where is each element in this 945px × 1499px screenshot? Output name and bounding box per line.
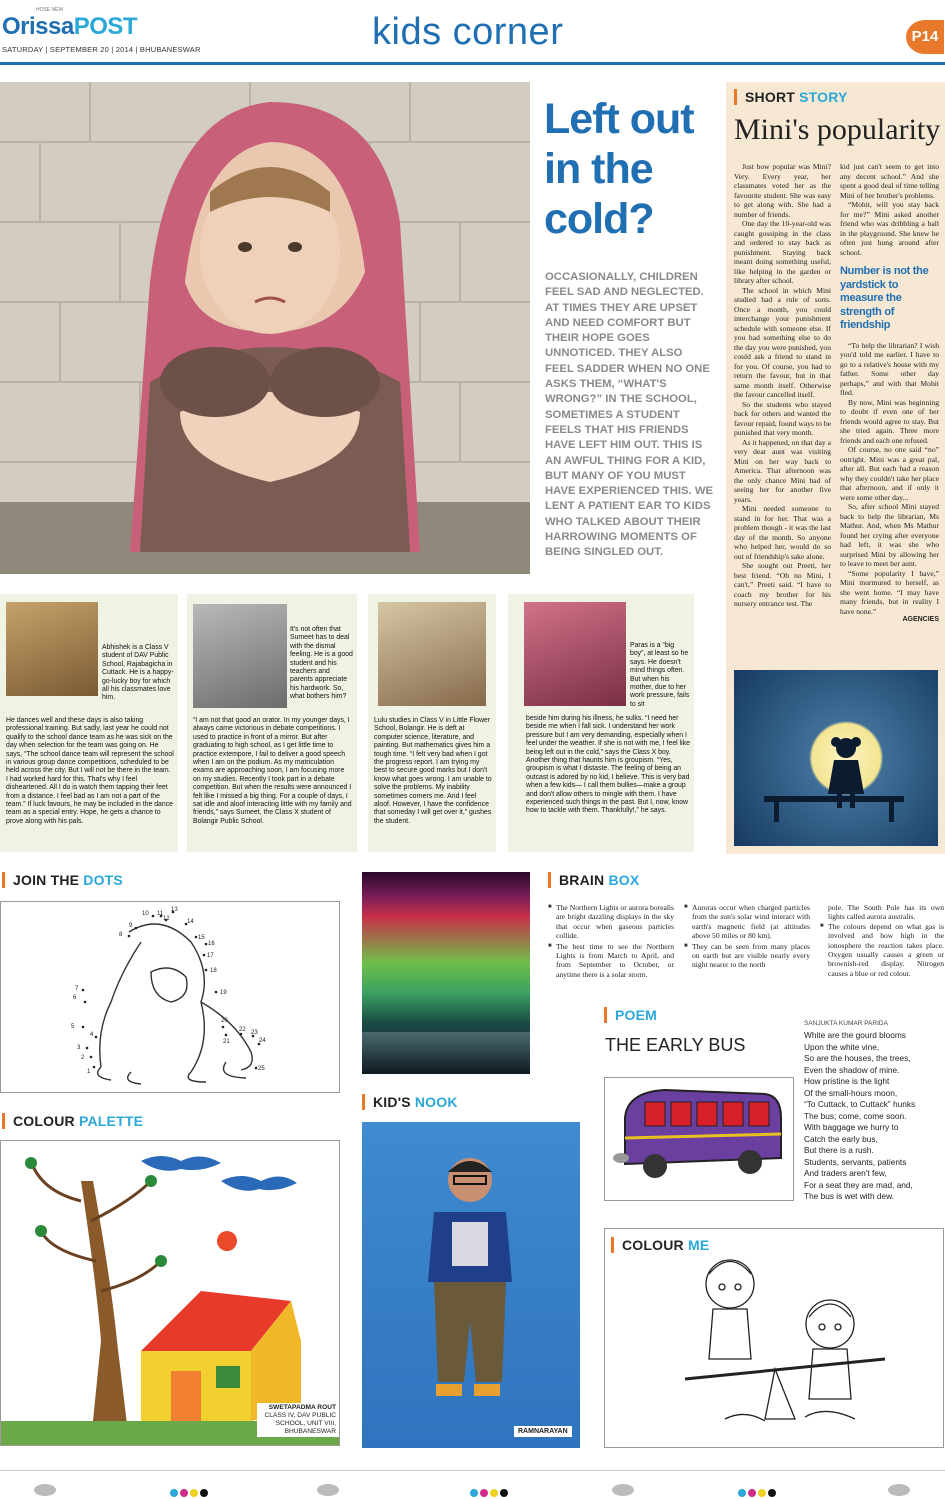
- reg-mark: [888, 1484, 910, 1496]
- poem-line: Students, servants, patients: [804, 1156, 907, 1167]
- join-dots-heading: [2, 872, 123, 888]
- join-dots-puzzle: [0, 901, 340, 1093]
- dot-num: 12: [163, 916, 170, 922]
- dot-num: 19: [220, 990, 227, 996]
- story-col2: [840, 162, 939, 623]
- page-number: P14: [906, 20, 944, 54]
- footer-rule: [0, 1470, 945, 1471]
- palette-b: PALETTE: [78, 1113, 144, 1129]
- colour-palette-drawing: [0, 1140, 340, 1446]
- artist-line: BHUBANESWAR: [284, 1428, 336, 1435]
- short-story-kicker: [734, 89, 848, 105]
- palette-a: COLOUR: [13, 1113, 75, 1129]
- kid-panel-paras: [508, 594, 694, 852]
- kid-body: He dances well and these days is also taking professional training. But sadly, last year he could not qualify to the school dance team as he was sick on the day when selection for the team was going on. He says, “The school dance team will represent the school in various group dance competitions, scheduled to be held across the city. But I will not be there in the team. I had worked hard for this. That's why I feel disheartened. All I do is watch them tapping their feet from a distance. I feel bad as I am not a part of the team.” If luck favours, he may be included in the dance team as a special entry. Hope, he gets a chance to prove along with his pals.: [6, 717, 174, 825]
- artist-line: SCHOOL, UNIT VIII,: [275, 1420, 336, 1427]
- poem-line: For a seat they are mad, and,: [804, 1179, 913, 1190]
- colour-palette-heading: [2, 1113, 143, 1129]
- masthead-rule: [0, 62, 945, 65]
- brain-col1: [548, 903, 674, 980]
- poem-line: Of the small-hours moon,: [804, 1087, 898, 1098]
- dot-num: 22: [239, 1027, 246, 1033]
- artist-name: SWETAPADMA ROUT: [268, 1404, 336, 1411]
- nook-a: KID'S: [373, 1094, 411, 1110]
- dot-num: 5: [71, 1024, 75, 1030]
- photo-sumeet: [193, 604, 287, 708]
- dot-num: 23: [251, 1030, 258, 1036]
- masthead: [0, 0, 945, 62]
- colourme-b: ME: [687, 1237, 710, 1253]
- poem-line: But there is a rush.: [804, 1145, 874, 1155]
- kid-panel-lulu: [368, 594, 496, 852]
- pullquote: Number is not the yardstick to measure the strength of friendship: [840, 265, 929, 331]
- short-story: [726, 82, 945, 854]
- kid-body: Lulu studies in Class V in Little Flower School, Bolangir. He is deft at computer science, literature, and painting. But mathematics gives him a tough time. “I felt very bad when I got the progress report. I am trying my best to secure good marks but I don't know what goes wrong. I am unable to solve the problems. My inability sometimes corners me. And I feel aloof. However, I have the confidence that someday I will get over it,” gushes the student.: [374, 717, 492, 825]
- reg-mark: [612, 1484, 634, 1496]
- reg-mark: [34, 1484, 56, 1496]
- colour-me-box: [604, 1228, 944, 1448]
- dot-num: 7: [75, 986, 79, 992]
- poem-heading: [604, 1007, 657, 1023]
- story-para: “To help the librarian? I wish you'd told me earlier. I have to go to a relative's house with my father. Some other day perhaps,” and with that Mohit fled.: [840, 340, 939, 397]
- poem-line: Even the shadow of mine.: [804, 1064, 900, 1075]
- logo-tag: HOSE NEW: [36, 7, 64, 13]
- kid-body: “I am not that good an orator. In my younger days, I always came victorious in debate competitions. I used to practice in front of a mirror. But after graduating to high school, as I get little time to practice extempore, I fail to deliver a good speech when I am on the podium. As my matriculation exams are approaching soon, I am focusing more on my studies. Recently I took part in a debate competition. But when the results were announced I felt like I missed a big thing. For a couple of days, I sat idle and aloof interacting little with my family and friends,” says Sumeet, the Class X student of Bolangir Public School.: [193, 717, 352, 825]
- join-a: JOIN THE: [13, 872, 80, 888]
- dot-num: 18: [210, 968, 217, 974]
- kids-nook-heading: [362, 1094, 458, 1110]
- dot-num: 1: [87, 1069, 91, 1075]
- poem-title: THE EARLY BUS: [605, 1035, 746, 1055]
- poem-line: The bus is wet with dew.: [804, 1191, 894, 1201]
- photo-abhishek: [6, 602, 98, 696]
- aurora-horizon: [362, 1032, 530, 1074]
- poem-author: SANJUKTA KUMAR PARIDA: [804, 1020, 888, 1027]
- brain-col2: [684, 903, 810, 971]
- kid-caption: Paras is a “big boy”, at least so he says. He doesn't mind things often. But when his mother, due to her work pressure, fails to sit: [630, 642, 690, 708]
- dateline: SATURDAY | SEPTEMBER 20 | 2014 | BHUBANESWAR: [2, 45, 201, 54]
- colourme-a: COLOUR: [622, 1237, 684, 1253]
- dot-num: 6: [73, 995, 77, 1001]
- dot-num: 16: [208, 941, 215, 947]
- moon-girl-illustration: [734, 670, 938, 846]
- story-para: So the students who stayed back for others and wanted the favour repaid, found ways to be punished that very month.: [734, 399, 831, 437]
- nook-name-tag: RAMNARAYAN: [514, 1426, 572, 1437]
- poem-line: So are the houses, the trees,: [804, 1053, 911, 1063]
- logo: [2, 14, 137, 40]
- poem-line: The bus; come, come soon.: [804, 1110, 907, 1121]
- brain-a: BRAIN: [559, 872, 605, 888]
- poem-body: [804, 1030, 944, 1203]
- kid-caption: It's not often that Sumeet has to deal with the dismal feeling. He is a good student and his teachers and parents appreciate his hardwork. So, what bothers him?: [290, 626, 353, 701]
- poem-line: How pristine is the light: [804, 1076, 890, 1086]
- kid-body: beside him during his illness, he sulks. “I need her beside me when I fall sick. I understand her work pressure but I am very demanding, especially when I feel under the weather. If she is not with me, I feel like being left out in the cold,” says the Class X boy. Another thing that haunts him is groupism. “Yes, groupism is what I distaste. The feeling of being an outcast is adored by no kid, I believe. This is very bad when a few kids— I call them bullies—make a group and don't allow others to mingle with them. I have experienced such things in the past. But I, now, know how to tackle with them. Thankfully!,” he says.: [526, 715, 690, 815]
- lead-headline: Left out in the cold?: [544, 95, 694, 243]
- artist-line: CLASS IV, DAV PUBLIC: [264, 1412, 336, 1419]
- dot-num: 24: [259, 1038, 266, 1044]
- dot-num: 15: [198, 935, 205, 941]
- dot-num: 21: [223, 1039, 230, 1045]
- dot-num: 11: [157, 911, 164, 917]
- aurora-photo: [362, 872, 530, 1074]
- story-para: kid just can't seem to get into any decent school.” And she spent a good deal of time telling Mini of her brother's problems.: [840, 162, 939, 200]
- brain-col3: [820, 903, 944, 979]
- brain-fact-continued: pole. The South Pole has its own lights called aurora australis.: [828, 903, 944, 922]
- dot-num: 2: [81, 1055, 85, 1061]
- palette-artist-caption: [257, 1403, 339, 1437]
- brain-fact: ■ They can be seen from many places on earth but are visible nearly every night nearer to the north: [684, 942, 810, 970]
- story-para: One day the 10-year-old was caught gossiping in the class and ordered to stay back as punishment. Staying back meant doing something useful, like helping in the garden or library after school.: [734, 219, 831, 285]
- join-b: DOTS: [83, 872, 123, 888]
- section-title: kids corner: [372, 11, 564, 53]
- dot-num: 3: [77, 1045, 81, 1051]
- sad-child-illustration: [0, 82, 530, 574]
- dot-num: 9: [129, 923, 133, 929]
- colour-me-drawing: [605, 1229, 943, 1447]
- brain-b: BOX: [608, 872, 640, 888]
- dot-num: 13: [171, 907, 178, 913]
- brain-fact: ■ The best time to see the Northern Lights is from March to April, and from September to October, or anytime there is a solar storm.: [548, 942, 674, 980]
- nook-b: NOOK: [414, 1094, 458, 1110]
- brain-fact: ■ The Northern Lights or aurora borealis are bright dazzling displays in the sky that occur when gaseous particles collide.: [548, 903, 674, 941]
- dot-num: 8: [119, 932, 123, 938]
- poem-line: “To Cuttack, to Cuttack” hunks: [804, 1099, 916, 1109]
- dot-num: 25: [258, 1066, 265, 1072]
- photo-lulu: [378, 602, 486, 706]
- poem-label: POEM: [615, 1007, 658, 1023]
- logo-prefix: Orissa: [2, 13, 74, 40]
- kicker-a: SHORT: [745, 89, 795, 105]
- story-para: “Some popularity I have,” Mini murmured to herself, as she went home. “I may have many friends, but in reality I have none.”: [840, 568, 939, 616]
- lead-deck: OCCASIONALLY, CHILDREN FEEL SAD AND NEGLECTED. AT TIMES THEY ARE UPSET AND NEED COMFORT BUT THEIR HOPE GOES UNNOTICED. THEY ALSO FEEL SADDER WHEN NO ONE ASKS THEM, “WHAT'S WRONG?” IN THE SCHOOL, SOMETIMES A STUDENT FEELS THAT HIS FRIENDS HAVE LEFT HIM OUT. THIS IS AN AWFUL THING FOR A KID, BUT MANY OF YOU MUST HAVE EXPERIENCED THIS. WE LENT A PATIENT EAR TO KIDS WHO TALKED ABOUT THEIR HARROWING MOMENTS OF BEING SINGLED OUT.: [545, 271, 714, 559]
- poem-line: Upon the white vine,: [804, 1041, 880, 1052]
- dot-num: 17: [207, 953, 214, 959]
- kid-panel-abhishek: [0, 594, 178, 852]
- poem-line: With baggage we hurry to: [804, 1122, 899, 1132]
- dot-num: 14: [187, 919, 194, 925]
- dot-num: 20: [221, 1018, 228, 1024]
- colour-me-heading: [611, 1237, 709, 1253]
- story-para: Just how popular was Mini? Very. Every year, her classmates voted her as the favourite student. She was easy to get along with. She had a number of friends.: [734, 162, 831, 219]
- poem-line: And traders aren't few,: [804, 1168, 887, 1178]
- brain-fact: ■ Auroras occur when charged particles from the sun's solar wind interact with earth's magnetic field (at altitudes above 50 miles or 80 km).: [684, 903, 810, 941]
- story-col1: [734, 162, 831, 609]
- story-para: As it happened, on that day a very dear aunt was visiting Mini on her way back to America. That afternoon was the only chance Mini had of seeing her for another five years.: [734, 437, 831, 504]
- brain-box-heading: [548, 872, 639, 888]
- kid-panel-sumeet: [187, 594, 357, 852]
- logo-post: POST: [73, 13, 138, 40]
- story-para: “Mohit, will you stay back for me?” Mini asked another friend who was dribbling a ball in the playground. She knew he often just hung around after school.: [840, 200, 939, 257]
- photo-paras: [524, 602, 626, 706]
- brain-fact: ■ The colours depend on what gas is involved and how high in the ionosphere the reaction takes place. Oxygen usually causes a green or brownish-red display. Nitrogen causes a blue or red colour.: [820, 922, 944, 978]
- poem-line: White are the gourd blooms: [804, 1030, 906, 1040]
- story-para: So, after school Mini stayed back to help the librarian, Ms Mathur. And, when Ms Mathur found her crying after everyone had left, it was she who surprised Mini by allowing her to leave to meet her aunt.: [840, 502, 939, 568]
- kid-caption: Abhishek is a Class V student of DAV Public School, Rajabagicha in Cuttack. He is a happy-go-lucky boy for which all his classmates love him.: [102, 644, 174, 702]
- story-para: By now, Mini was beginning to doubt if even one of her friends would agree to stay. But she tried again. Three more friends and each one refused.: [840, 397, 939, 445]
- story-credit: AGENCIES: [902, 616, 939, 623]
- dot-num: 4: [90, 1032, 94, 1038]
- story-title: Mini's popularity: [734, 113, 941, 146]
- kicker-b: STORY: [799, 89, 848, 105]
- kids-nook-photo: [362, 1122, 580, 1448]
- dot-num: 10: [142, 911, 149, 917]
- join-dots-drawing: [1, 902, 339, 1092]
- poem-line: Catch the early bus,: [804, 1133, 878, 1144]
- lead-photo: [0, 82, 530, 574]
- story-para: The school in which Mini studied had a rule of sorts. Once a month, you could interchange your punishment schedule with someone else. If you had something else to do the day you were punished, you could ask a friend to stand in for you. Of course, you had to return the favour, but in that same month itself. Otherwise the favour cancelled itself.: [734, 285, 831, 399]
- reg-mark: [317, 1484, 339, 1496]
- bus-illustration: [604, 1077, 794, 1201]
- story-para: Of course, no one said “no” outright. Mini was a great pal, after all. But each had a reason why they couldn't take her place that afternoon, and if only it were some other day...: [840, 445, 939, 502]
- story-para: She sought out Preeti, her best friend. “Oh no Mini, I can't,” Preeti said. “I have to coach my brother for his nursery entrance test. The: [734, 561, 831, 608]
- story-para: Mini needed someone to stand in for her. That was a problem though - it was the last day of the month. So anyone who helped her, would do so out of friendship's sake alone.: [734, 504, 831, 561]
